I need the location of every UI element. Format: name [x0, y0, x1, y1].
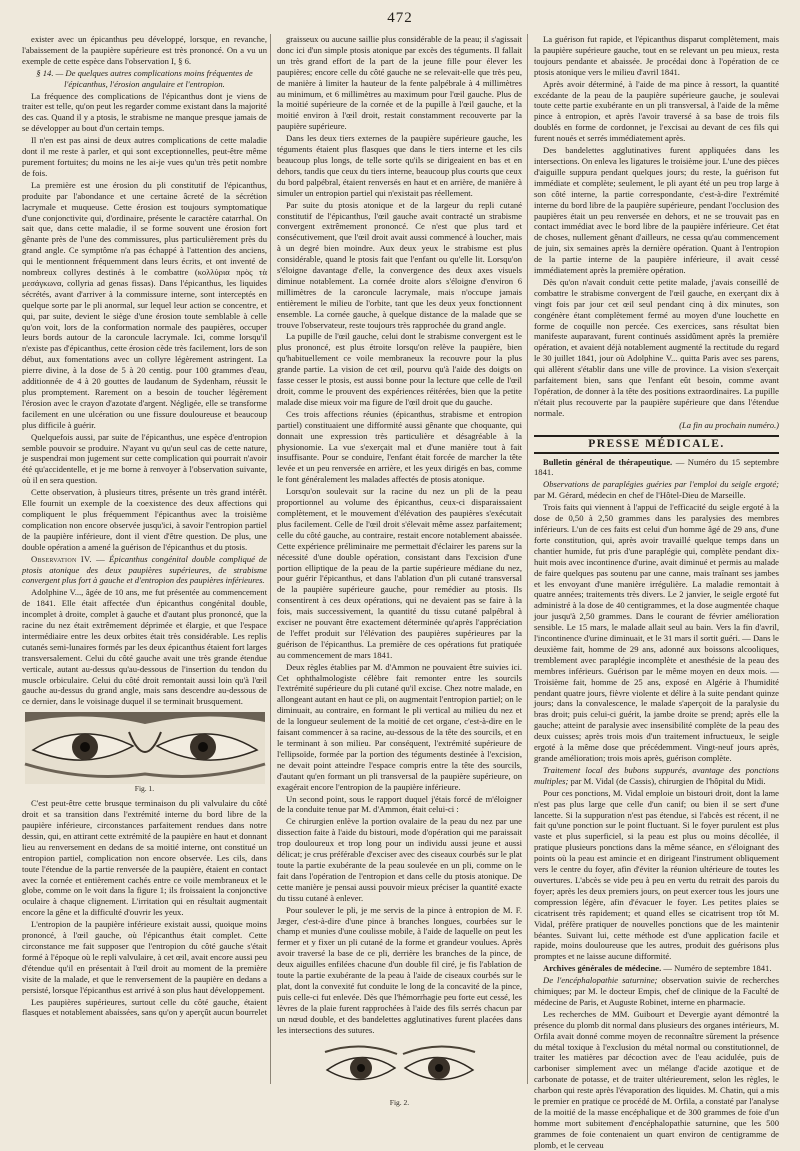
column-divider [527, 34, 528, 1084]
paragraph: La pupille de l'œil gauche, celui dont le strabisme convergent est le plus prononcé, est plus étroite lorsqu'on relève la paupière, bien qu'habituellement ce voile membraneux la recouvre pour la plus grande partie. La vision de cet œil, pourvu qu'à l'aide des doigts on fasse cesser le ptosis, est aussi bonne pour la lecture que celle de l'œil droit, comme le prouvent des expériences réitérées, bien que la petite malade dise mieux voir ma figure de l'œil droit que du gauche. [277, 331, 522, 407]
paragraph: Adolphine V..., âgée de 10 ans, me fut présentée au commencement de 1841. Elle était affectée d'un épicanthus congénital double, incomplet à droite, complet à gauche et d'autant plus prononcé, que la racine du nez était extrêmement déprimée et élargie, et que l'espace intermédiaire entre les deux orbites était très considérable. Les replis cutanés semi-lunaires formés par les deux épicanthus étaient fort larges transversalement. Celui du côté gauche avait une très grande étendue verticale, autant au-dessus qu'au-dessous de l'insertion du tendon du muscle orbiculaire. Celui du côté droit remontait aussi loin qu'à l'œil gauche au-dessus du grand angle, mais sans descendre au-dessous de ce dernier, dans le voisinage duquel il se terminait brusquement. [22, 587, 267, 707]
paragraph: Les recherches de MM. Guibourt et Devergie ayant démontré la présence du plomb dit normal dans plusieurs des organes intérieurs, M. Orfila avait donné comme moyen de reconnaître sûrement la présence du métal toxique à l'exclusion du métal normal ou constitutionnel, de traiter les matières par décoction avec de l'eau acidulée, puis de carboniser simplement avec un mélange d'acide azotique et de carbonate de potasse, et de traiter ultérieurement, selon les règles, le charbon qui reste après l'évaporation des liquides. M. Chatin, qui a mis le premier en pratique ce procédé de M. Orfila, a constaté par l'analyse de la moitié de la masse encéphalique et de 300 grammes de foie d'un homme mort subitement d'encéphalopathie saturnine, que les 500 grammes de foie contenaient un quart environ de centigramme de plomb, et le cerveau [534, 1008, 779, 1150]
paragraph: Cette observation, à plusieurs titres, présente un très grand intérêt. Elle fournit un exemple de la coexistence des deux affections qui compliquent le plus fréquemment l'épicanthus avec la troisième complication non encore observée jusqu'ici, à savoir l'entropion partiel de la paupière inférieure, dont il vient d'être question. De plus, une double opération a amené la guérison de l'épicanthus et du ptosis. [22, 487, 267, 552]
source-line [534, 963, 779, 974]
paragraph: Pour soulever le pli, je me servis de la pince à entropion de M. F. Jæger, c'est-à-dire d'une pince à branches longues, courbées sur le champ et munies d'une coulisse mobile, à l'aide de laquelle on peut les fermer et y fixer un pli cutané de la forme et grandeur voulues. Après avoir traversé la base de ce pli, derrière les branches de la pince, de deux aiguilles enfilées chacune d'un double fil ciré, je fis l'ablation de toute la partie exubérante de la peau à l'aide de ciseaux courbés sur le plat, dont la convexité fut conduite le long de la concavité de la pince, puis celle-ci fut enlevée. Dès que l'hémorrhagie peu forte eut cessé, les lèvres de la plaie furent rapprochées à l'aide des fils serrés chacun par un nœud double, et des bandelettes agglutinatives furent placées dans les intersections des sutures. [277, 904, 522, 1035]
article-heading [534, 765, 779, 787]
observation-title: Épicanthus congénital double compliqué de ptosis atonique des deux paupières supérieures, de strabisme convergent plus fort à gauche et d'entropion des paupières inférieures. [22, 553, 267, 586]
source-journal: Archives générales de médecine. [543, 963, 662, 974]
source-journal: Bulletin général de thérapeutique. [543, 456, 673, 467]
paragraph: Par suite du ptosis atonique et de la largeur du repli cutané constitutif de l'épicanthus, l'œil gauche avait contracté un strabisme convergent extrêmement prononcé. Ce n'est que plus tard et consécutivement, que l'œil droit avait aussi commencé à loucher, mais à un degré bien moindre. Aux deux yeux le strabisme est plus considérable, quand le ptosis fait que l'enfant ou qu'elle lit. Lorsqu'on s'éloigne davantage d'elle, la convergence des deux axes visuels diminue notablement. La cornée droite alors s'éloigne d'environ 6 millimètres de la caroncule lacrymale, mais n'occupe jamais entièrement le milieu de l'orbite, tant que les deux yeux fonctionnent ensemble. La cornée gauche, à quelque distance de la malade que se trouve l'observateur, reste toujours très rapprochée du grand angle. [277, 199, 522, 330]
paragraph: C'est peut-être cette brusque terminaison du pli valvulaire du côté droit et sa transition dans l'extrémité interne du bord libre de la paupière inférieure, circonstances parfaitement rendues dans notre dessin, qui, en attirant cette extrémité de la paupière en haut et donnant lieu au renversement en dedans de sa moitié interne, ont constitué un entropion partiel, complication non encore observée. Les cils, dans toute l'étendue de la partie renversée de la paupière, étaient en contact avec la cornée et entièrement cachés entre ce voile membraneux et le globe, comme on le voit dans la figure 1; ils froissaient la conjonctive oculaire à chaque clignement. L'irritation qui en résultait augmentait encore la gêne et la difficulté d'ouvrir les yeux. [22, 798, 267, 918]
eyes-illustration-fig1 [25, 712, 265, 784]
source-date: — Numéro du 15 septembre 1841. [534, 456, 779, 478]
article-author: par M. Gérard, médecin en chef de l'Hôtel-Dieu de Marseille. [534, 490, 746, 501]
column-divider [270, 34, 271, 1084]
column-1 [22, 34, 267, 1084]
paragraph: graisseux ou aucune saillie plus considérable de la peau; il s'agissait donc ici d'un simple ptosis atonique par excès des téguments. Il fallait un très grand effort de la part de la jeune fille pour élever les paupières; encore celle du côté gauche ne se relevait-elle que très peu, de manière à limiter la hauteur de la fente palpébrale à 4 millimètres au minimum, et 6 millimètres au maximum pour l'œil gauche. Plus de la moitié supérieure de la cornée et de la pupille à l'œil gauche, et la moitié environ à l'œil droit, restait constamment recouverte par la paupière supérieure. [277, 34, 522, 132]
article-author: par M. Vidal (de Cassis), chirurgien de l'hôpital du Midi. [570, 775, 766, 786]
article-heading [534, 975, 779, 1008]
column-2 [277, 34, 522, 1108]
paragraph: Ces trois affections réunies (épicanthus, strabisme et entropion partiel) constituaient une difformité aussi gênante que choquante, qui donnait une expression très particulière et désagréable à la physionomie. La vue s'exerçait mal et d'une manière tout à fait insuffisante. Pour se conduire, l'enfant était forcée de marcher la tête levée et un peu renversée en arrière, et les yeux dirigés en bas, comme le font généralement les malades affectés de ptosis atonique. [277, 408, 522, 485]
article-title: Observations de paraplégies guéries par l'emploi du seigle ergoté; [543, 479, 779, 490]
article-title: Traitement local des bubons suppurés, avantage des ponctions multiples; [534, 764, 779, 786]
paragraph: La guérison fut rapide, et l'épicanthus disparut complètement, mais la paupière supérieure gauche, tout en se relevant un peu mieux, resta toujours pendante et abaissée. Je procédai donc à l'opération de ce ptosis atonique vers le milieu d'avril 1841. [534, 34, 779, 77]
eyes-illustration-fig2 [325, 1040, 475, 1098]
paragraph: Ce chirurgien enlève la portion ovalaire de la peau du nez par une dissection faite à l'aide du bistouri, mode d'opération qui me paraissait trop douloureux et trop long pour un individu aussi jeune et aussi délicat; je crus préférable d'exciser avec des ciseaux courbés sur le plat toute la partie exubérante de la peau soulevée en un pli, comme on le fait dans l'opération de l'entropion et dans celle du ptosis atonique. De cette manière je pensai aussi pouvoir mieux préciser la quantité exacte du tissu cutané à enlever. [277, 816, 522, 903]
paragraph: Deux règles établies par M. d'Ammon ne pouvaient être suivies ici. Cet ophthalmologiste célèbre fait remonter entre les sourcils l'extrémité supérieure du pli cutané qu'il excise. Chez notre malade, en allongeant autant en haut ce pli, on augmentait l'entropion partiel; on le diminuait, au contraire, en formant le pli vertical au milieu du nez et de la longueur seulement de la moitié de cet organe, c'est-à-dire en le faisant commencer à sa racine, au-dessous de la tête des sourcils, et en le terminant à son milieu. Par conséquent, l'extrémité supérieure de l'ellipsoïde, formée par la portion des téguments destinée à l'excision, ne devait point atteindre l'espace compris entre la tête des sourcils, d'autant qu'en formant un pli transversal de la paupière supérieure, on exagérait encore l'entropion de la paupière inférieure. [277, 661, 522, 792]
paragraph: Des bandelettes agglutinatives furent appliquées dans les intersections. On enleva les ligatures le troisième jour. L'une des pièces d'aiguille suppura pendant quelques jours; du reste, la guérison fut immédiate et complète; seulement, le pli ayant été un peu trop large à son côté interne, la partie correspondante, c'est-à-dire l'extrémité interne du bord libre de la paupière supérieure, pendant l'occlusion des paupières était un peu renversée en dehors, et ne se trouvait pas en contact immédiat avec le bord libre de la paupière inférieure. Cet état de choses, nullement gênant d'ailleurs, ne cessa qu'au commencement de juin, six semaines après la dernière opération. Quant à l'entropion de la partie interne de la paupière inférieure, il avait cessé immédiatement après la première opération. [534, 145, 779, 276]
paragraph: exister avec un épicanthus peu développé, lorsque, en revanche, l'abaissement de la paupière supérieure est très prononcé. On a vu un exemple de cette espèce dans l'observation I, § 6. [22, 34, 267, 66]
page-number: 472 [387, 10, 413, 26]
figure-caption: Fig. 1. [134, 784, 155, 794]
paragraph: Un second point, sous le rapport duquel j'étais forcé de m'éloigner de la conduite tenue par M. d'Ammon, était celui-ci : [277, 793, 522, 815]
article-title: De l'encéphalopathie saturnine; [543, 975, 658, 986]
article-heading [534, 479, 779, 501]
paragraph: La première est une érosion du pli constitutif de l'épicanthus, produite par l'abondance et une certaine âcreté de la sécrétion lacrymale et muqueuse. Cette érosion est toujours symptomatique d'une conjonctivite qui, d'ordinaire, présente le caractère catarrhal. On sait que, dans cette maladie, il se forme souvent une érosion fort gênante près de l'une des commissures, plus particulièrement près du grand angle. Ce symptôme n'a pas échappé à l'attention des anciens, qui le mentionnent fréquemment dans leurs écrits, et ont inventé de nombreux collyres destinés à le combattre (κολλύρια πρὸς τὰ μεσάγκωνα, collyria ad genas fissas). Dans l'épicanthus, les liquides sécrétés, avant d'arriver à la commissure interne, sont interceptés en quelque sorte par le pli anormal, sur lequel leur action se concentre, et qui, par suite, devient le siège d'une érosion toute semblable à celle qu'on voit, lors de la conformation normale des paupières, occuper leurs bords autour de la caroncule lacrymale. Ici, comme lorsqu'il n'existe pas d'épicanthus, cette érosion cède très facilement, lors de son début, aux fomentations avec un collyre légèrement astringent. La pierre divine, à la dose de 5 à 20 centig. pour 100 grammes d'eau, additionnée de 4 à 20 gouttes de laudanum de Sydenham, réussit le plus promptement. Rarement on a besoin de toucher légèrement l'érosion avec le crayon d'azotate d'argent. Négligée, elle se transforme facilement en une ulcération ou une fissure douloureuse et beaucoup plus difficile à guérir. [22, 179, 267, 430]
paragraph: Il n'en est pas ainsi de deux autres complications de cette maladie dont il me reste à parler, et qui sont exceptionnelles, peut-être même purement fortuites; du moins ne les ai-je vues qu'un très petit nombre de fois. [22, 135, 267, 178]
observation-heading [22, 554, 267, 587]
paragraph: Trois faits qui viennent à l'appui de l'efficacité du seigle ergoté à la dose de 0,50 à 2,50 grammes dans les paralysies des membres inférieurs. L'un de ces faits est celui d'un homme âgé de 29 ans, d'une forte constitution, qui, après avoir travaillé quelque temps dans un chantier humide, fut pris d'une paraplégie qui, complète pendant dix-huit mois avec incontinence d'urine, avait diminué et permis au malade de faire quelques pas soutenu par une canne, mais traînant ses jambes et les envoyant d'une manière irrégulière. La maladie remontait à quatre années; traitements très divers. Le 2 janvier, le seigle ergoté fut administré à la dose de 40 centigrammes, et la dose augmentée chaque jour jusqu'à 2,50 grammes. Dans le courant de février amélioration sensible. Le 15 mars, le malade allait seul au bain. Vers la fin d'avril, l'incontinence d'urine diminuait, et le 31 mars il sortit guéri. — Dans le deuxième fait, homme de 29 ans, adonné aux boissons alcooliques, tremblement avec paraplégie incomplète et anesthésie de la peau des membres inférieurs. Guérison par le même moyen en deux mois. — Troisième fait, homme de 25 ans, exposé en Algérie à l'humidité pendant quatre jours, fièvre violente et délire à la suite pendant quinze jours; dans la convalescence, le malade s'aperçoit de la paralysie du bras droit; puis celui-ci guérit, la jambe droite se prend; après elle la gauche; atteint de paralysie avec insensibilité complète de la peau des deux cuisses; après trois mois d'un traitement infructueux, le seigle ergoté à la même dose que précédemment. Vingt-neuf jours après, grande amélioration; trois mois après, guérison complète. [534, 502, 779, 763]
article-author: observation suivie de recherches chimiques; par M. le docteur Empis, chef de clinique de la Faculté de médecine de Paris, et Auguste Robinet, interne en pharmacie. [534, 975, 779, 1007]
paragraph: Après avoir déterminé, à l'aide de ma pince à ressort, la quantité excédante de la peau de la paupière supérieure gauche, je soulevai toute cette partie exubérante en un pli transversal, à l'aide de la même pince à entropion, et après l'avoir traversé à sa base de trois fils doublés en forme de cordonnet, je l'excisai au devant de ces fils qui furent noués et serrés immédiatement après. [534, 78, 779, 144]
paragraph: Dans les deux tiers externes de la paupière supérieure gauche, les téguments étaient plus flasques que dans le tiers interne et les cils beaucoup plus longs, de telle sorte qu'ils se dirigeaient en bas et en dehors, tandis que ceux du tiers interne, beaucoup plus courts que ceux du bord palpébral, étaient renversés en haut et en arrière, de manière à simuler un entropion partiel qui n'existait pas réellement. [277, 133, 522, 198]
source-line [534, 457, 779, 479]
paragraph: L'entropion de la paupière inférieure existait aussi, quoique moins prononcé, à l'œil gauche, où l'épicanthus était complet. Cette circonstance me fait supposer que l'entropion du côté gauche s'était formé à l'époque où le repli valvulaire, à cet œil, avait encore aussi peu d'étendue qu'il en présentait à l'œil droit au moment de la première visite de la malade, et que le renversement de la paupière en dedans a persisté, lorsque l'épicanthus est arrivé à son plus haut développement. [22, 919, 267, 995]
section-heading: § 14. — De quelques autres complications moins fréquentes de l'épicanthus, l'érosion angulaire et l'entropion. [36, 67, 253, 89]
figure-caption: Fig. 2. [389, 1098, 410, 1108]
paragraph: Pour ces ponctions, M. Vidal emploie un bistouri droit, dont la lame n'est pas plus large que celle d'un canif; ou bien il se sert d'une lancette. Si la suppuration n'est pas étendue, si l'abcès est récent, il ne fait qu'une ponction sur le point fluctuant. Si le foyer purulent est plus vaste et plus superficiel, si la peau est plus ou moins décollée, il pratique plusieurs ponctions dans la même séance, en s'éloignant des points où la peau est amincie et en dirigeant l'instrument obliquement vers le centre du foyer, afin d'éviter la réunion ultérieure de toutes les ouvertures. L'abcès se vide peu à peu en vertu du retrait des parois du foyer; après les deux premiers jours, on peut exercer tous les jours une compression légère, afin d'évacuer le foyer. Les petites plaies se cicatrisent très rapidement; et quand elles se cicatrisent trop tôt M. Vidal, préfère pratiquer de nouvelles ponctions que de les maintenir béantes. Suivant lui, cette méthode est d'une application facile et rapide, moins douloureuse que les autres, produit des guérisons plus promptes et ne laisse aucune difformité. [534, 787, 779, 962]
observation-label: Observation IV. — [31, 553, 105, 564]
column-3 [534, 34, 779, 1150]
paragraph: Lorsqu'on soulevait sur la racine du nez un pli de la peau proportionnel au volume des épicanthus, ceux-ci disparaissaient complètement, et le mouvement d'élévation des paupières s'exécutait plus facilement. Celle de l'œil droit s'élevait même assez parfaitement; celle du côté gauche, au contraire, restait encore notablement abaissée. Cette expérience préliminaire me permettait d'éclairer les parens sur la nécessité d'une double opération, consistant dans l'excision d'une portion elliptique de la peau de la partie supérieure médiane du nez, pour guérir l'épicanthus, et dans l'ablation d'un pli cutané transversal de la paupière supérieure gauche, pour remédier au ptosis. Ils consentirent à ces deux opérations, qui ne devaient pas se faire à la fois, mais successivement, la quantité du tissu cutané palpébral à exciser ne pouvant être exactement déterminée qu'après l'appréciation de l'effet produit sur l'élévation des paupières supérieures par la guérison de l'épicanthus. La première de ces opérations fut pratiquée au commencement de mars 1841. [277, 486, 522, 660]
figure-1 [22, 712, 267, 795]
paragraph: Quelquefois aussi, par suite de l'épicanthus, une espèce d'entropion semble pouvoir se produire. N'ayant vu qu'un seul cas de cette nature, je suspendrai mon jugement sur cette complication qui pourrait n'avoir été qu'accidentelle, et je me borne à renvoyer à l'observation suivante, où il en sera question. [22, 431, 267, 486]
paragraph: Les paupières supérieures, surtout celle du côté gauche, étaient flasques et notablement abaissées, sans qu'on y aperçût aucun bourrelet [22, 996, 267, 1018]
paragraph: Dès qu'on n'avait conduit cette petite malade, j'avais conseillé de combattre le strabisme convergent de l'œil gauche, en exerçant dix à vingt fois par jour cet œil seul pendant cinq à dix minutes, son congénère étant complètement fermé au moyen d'une louchette en forme de coquille non percée. Ces exercices, sans résultat bien manifeste auparavant, furent continués assidûment après la première opération, et avaient déjà notablement augmenté la rectitude du regard le 30 juillet 1841, jour où Adolphine V... quitta Paris avec ses parens, qui allèrent s'établir dans une ville de province. La vision s'exerçait parfaitement bien, sans que l'enfant eût besoin, comme avant l'opération, de donner à la tête des positions extraordinaires. La pupille n'était plus recouverte par la paupière supérieure que dans l'étendue normale. [534, 276, 779, 418]
figure-2 [277, 1040, 522, 1109]
source-date: — Numéro de septembre 1841. [663, 963, 772, 974]
section-title: PRESSE MÉDICALE. [534, 435, 779, 454]
paragraph: La fréquence des complications de l'épicanthus dont je viens de traiter est telle, qu'on peut les regarder comme existant dans la majorité des cas. Quand il y a ptosis, le strabisme ne manque presque jamais de se développer au bout d'un certain temps. [22, 90, 267, 134]
continued-note: (La fin au prochain numéro.) [679, 419, 779, 430]
